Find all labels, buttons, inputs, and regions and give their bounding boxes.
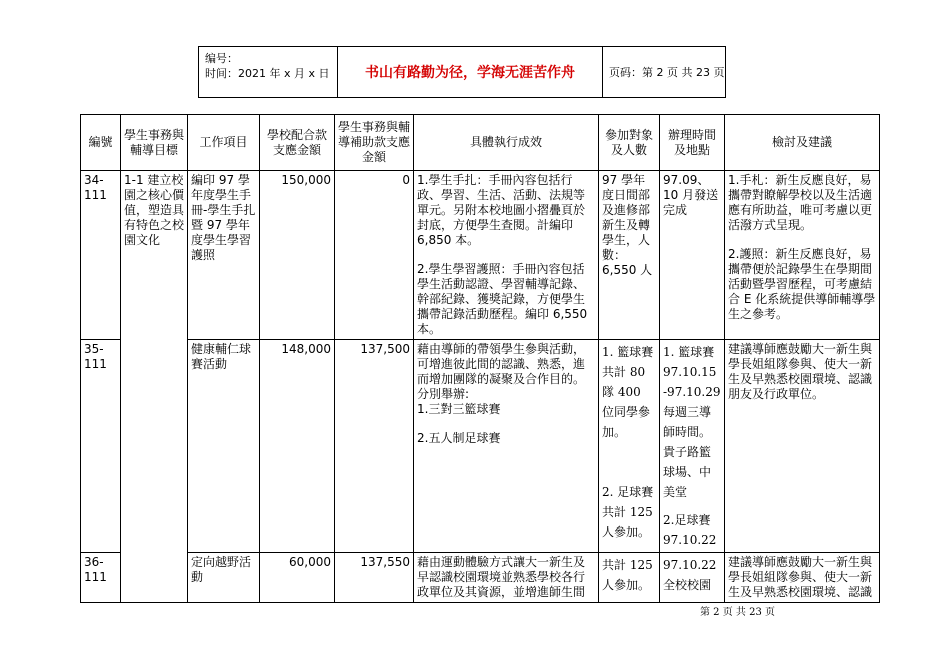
row-participants: 97 學年度日間部及進修部新生及轉學生，人數：6,550 人 bbox=[599, 171, 660, 340]
col-header-item: 工作項目 bbox=[188, 115, 260, 171]
result-paragraph: 1.三對三籃球賽 bbox=[417, 402, 501, 416]
result-paragraph: 1.學生手扎：手冊內容包括行政、學習、生活、活動、法規等單元。另附本校地圖小摺疊頁於封底，方便學生查閱。計編印 6,850 本。 bbox=[417, 173, 586, 247]
row-time-place bbox=[660, 553, 725, 603]
result-paragraph: 藉由導師的帶領學生參與活動，可增進彼此間的認識、熟悉，進而增加團隊的凝聚及合作目的。分別舉辦: bbox=[417, 342, 586, 401]
col-header-results: 具體執行成效 bbox=[414, 115, 599, 171]
document-header bbox=[198, 46, 726, 98]
col-header-review: 檢討及建議 bbox=[725, 115, 880, 171]
row-goal: 1-1 建立校園之核心價值，塑造具有特色之校園文化 bbox=[121, 171, 188, 603]
result-paragraph: 2.五人制足球賽 bbox=[417, 431, 501, 445]
time-label: 时间：2021 年 x 月 x 日 bbox=[205, 67, 330, 80]
row-participants bbox=[599, 340, 660, 553]
time-place-paragraph: 97.10.22 全校校園 bbox=[663, 558, 717, 592]
subsidy-amount: 0 bbox=[335, 171, 414, 340]
participants-paragraph: 2. 足球賽共計 125 人參加。 bbox=[602, 485, 654, 539]
subsidy-amount: 137,500 bbox=[335, 340, 414, 553]
row-item: 健康輔仁球賽活動 bbox=[188, 340, 260, 553]
col-header-school-amount: 學校配合款支應金額 bbox=[260, 115, 335, 171]
row-results bbox=[414, 171, 599, 340]
row-review bbox=[725, 553, 880, 603]
col-header-time-place: 辦理時間及地點 bbox=[660, 115, 725, 171]
participants-paragraph: 共計 125 人參加。 bbox=[602, 558, 653, 592]
result-paragraph: 2.學生學習護照：手冊內容包括學生活動認證、學習輔導記錄、幹部紀錄、獲獎記錄，方便學生攜帶記錄活動歷程。編印 6,550 本。 bbox=[417, 262, 588, 336]
row-id: 36-111 bbox=[81, 553, 121, 603]
row-item: 定向越野活動 bbox=[188, 553, 260, 603]
row-id: 34-111 bbox=[81, 171, 121, 340]
row-id: 35-111 bbox=[81, 340, 121, 553]
col-header-participants: 參加對象及人數 bbox=[599, 115, 660, 171]
school-amount: 150,000 bbox=[260, 171, 335, 340]
table-row bbox=[81, 553, 880, 603]
row-time-place bbox=[660, 340, 725, 553]
table-row bbox=[81, 340, 880, 553]
col-header-id: 編號 bbox=[81, 115, 121, 171]
subsidy-amount: 137,550 bbox=[335, 553, 414, 603]
review-paragraph: 2.護照：新生反應良好，易攜帶便於記錄學生在學期間活動暨學習歷程，可考慮結合 E 化系統提供導師輔導學生之參考。 bbox=[728, 247, 876, 321]
header-row bbox=[81, 115, 880, 171]
school-amount: 60,000 bbox=[260, 553, 335, 603]
col-header-subsidy-amount: 學生事務與輔導補助款支應金額 bbox=[335, 115, 414, 171]
participants-paragraph: 1. 籃球賽共計 80 隊 400 位同學參加。 bbox=[602, 345, 654, 439]
number-label: 编号： bbox=[205, 52, 238, 65]
row-item: 編印 97 學年度學生手冊-學生手扎暨 97 學年度學生學習護照 bbox=[188, 171, 260, 340]
row-review bbox=[725, 171, 880, 340]
row-review bbox=[725, 340, 880, 553]
review-paragraph: 建議導師應鼓勵大一新生與學長姐組隊參與、使大一新生及早熟悉校園環境、認識朋友及行政單位。 bbox=[728, 342, 873, 401]
header-meta bbox=[199, 47, 338, 97]
page-label: 页码：第 2 页 共 23 页 bbox=[609, 66, 725, 79]
table-row bbox=[81, 171, 880, 340]
row-results bbox=[414, 340, 599, 553]
page-footer: 第 2 页 共 23 页 bbox=[700, 607, 775, 618]
result-paragraph: 藉由運動體驗方式讓大一新生及早認識校園環境並熟悉學校各行政單位及其資源，並增進師生間 bbox=[417, 555, 586, 599]
time-place-paragraph: 1. 籃球賽 97.10.15 -97.10.29 每週三導師時間。貴子路籃球場、中美堂 bbox=[663, 345, 721, 499]
report-table bbox=[80, 114, 880, 603]
school-amount: 148,000 bbox=[260, 340, 335, 553]
time-place-paragraph: 2.足球賽 97.10.22 bbox=[663, 513, 717, 547]
motto: 书山有路勤为径，学海无涯苦作舟 bbox=[338, 47, 603, 97]
row-time-place: 97.09、10 月發送完成 bbox=[660, 171, 725, 340]
review-paragraph: 建議導師應鼓勵大一新生與學長姐組隊參與、使大一新生及早熟悉校園環境、認識 bbox=[728, 555, 873, 599]
review-paragraph: 1.手札：新生反應良好，易攜帶對瞭解學校以及生活適應有所助益，唯可考慮以更活潑方式呈現。 bbox=[728, 173, 873, 232]
row-results bbox=[414, 553, 599, 603]
row-participants bbox=[599, 553, 660, 603]
col-header-goal: 學生事務與輔導目標 bbox=[121, 115, 188, 171]
